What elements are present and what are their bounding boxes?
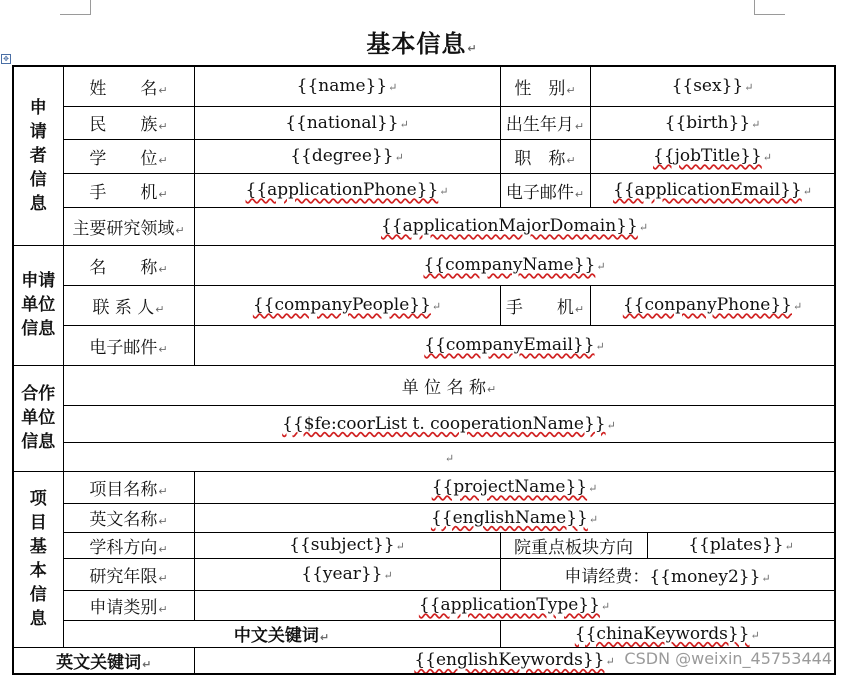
field-company-name[interactable]: {{companyName}}↵ xyxy=(194,245,835,285)
table-row xyxy=(13,442,835,471)
field-company-people[interactable]: {{companyPeople}}↵ xyxy=(194,285,500,325)
field-coop-empty[interactable]: ↵ xyxy=(63,442,835,471)
section-project-info: 项 目 基 本 信 息 xyxy=(13,471,63,647)
field-project-name[interactable]: {{projectName}}↵ xyxy=(194,471,835,503)
table-row xyxy=(13,66,835,106)
page-corner-mark-right xyxy=(754,0,785,15)
label-national: 民 族↵ xyxy=(63,106,194,139)
field-national[interactable]: {{national}}↵ xyxy=(194,106,500,139)
field-job-title[interactable]: {{jobTitle}}↵ xyxy=(590,139,835,173)
page-title: 基本信息↵ xyxy=(366,30,478,58)
field-major-domain[interactable]: {{applicationMajorDomain}}↵ xyxy=(194,207,835,245)
table-row xyxy=(13,503,835,532)
table-row xyxy=(13,471,835,503)
section-unit-info: 申请 单位 信息 xyxy=(13,245,63,365)
label-sex: 性 别↵ xyxy=(500,66,590,106)
field-application-email[interactable]: {{applicationEmail}}↵ xyxy=(590,173,835,207)
field-english-name[interactable]: {{englishName}}↵ xyxy=(194,503,835,532)
label-major-domain: 主要研究领域↵ xyxy=(63,207,194,245)
field-sex[interactable]: {{sex}}↵ xyxy=(590,66,835,106)
table-row xyxy=(13,325,835,365)
table-row xyxy=(13,532,835,558)
field-application-type[interactable]: {{applicationType}}↵ xyxy=(194,590,835,620)
label-contact-person: 联 系 人↵ xyxy=(63,285,194,325)
field-coop-list[interactable]: {{$fe:coorList t. cooperationName}}↵ xyxy=(63,405,835,442)
field-name[interactable]: {{name}}↵ xyxy=(194,66,500,106)
label-job-title: 职 称↵ xyxy=(500,139,590,173)
table-row xyxy=(13,245,835,285)
label-english-keywords: 英文关键词↵ xyxy=(13,647,194,674)
table-row xyxy=(13,285,835,325)
label-phone: 手 机↵ xyxy=(63,173,194,207)
table-row xyxy=(13,405,835,442)
field-year[interactable]: {{year}}↵ xyxy=(194,558,500,590)
table-row xyxy=(13,207,835,245)
coop-header: 单 位 名 称↵ xyxy=(63,365,835,405)
field-degree[interactable]: {{degree}}↵ xyxy=(194,139,500,173)
label-english-name: 英文名称↵ xyxy=(63,503,194,532)
label-company-phone: 手 机↵ xyxy=(500,285,590,325)
watermark: CSDN @weixin_45753444 xyxy=(624,649,832,668)
field-application-phone[interactable]: {{applicationPhone}}↵ xyxy=(194,173,500,207)
field-subject[interactable]: {{subject}}↵ xyxy=(194,532,500,558)
label-degree: 学 位↵ xyxy=(63,139,194,173)
field-money[interactable]: 申请经费：{{money2}}↵ xyxy=(500,558,835,590)
label-name: 姓 名↵ xyxy=(63,66,194,106)
table-row xyxy=(13,590,835,620)
label-subject: 学科方向↵ xyxy=(63,532,194,558)
table-move-handle-icon[interactable]: ✥ xyxy=(1,54,11,64)
field-plates[interactable]: {{plates}}↵ xyxy=(647,532,835,558)
table-row xyxy=(13,558,835,590)
basic-info-table xyxy=(12,65,836,675)
field-china-keywords[interactable]: {{chinaKeywords}}↵ xyxy=(500,620,835,647)
table-row xyxy=(13,139,835,173)
section-coop-info: 合作 单位 信息 xyxy=(13,365,63,471)
table-row xyxy=(13,106,835,139)
label-application-type: 申请类别↵ xyxy=(63,590,194,620)
label-china-keywords: 中文关键词↵ xyxy=(63,620,500,647)
field-company-email[interactable]: {{companyEmail}}↵ xyxy=(194,325,835,365)
field-company-phone[interactable]: {{conpanyPhone}}↵ xyxy=(590,285,835,325)
label-project-name: 项目名称↵ xyxy=(63,471,194,503)
section-applicant-info: 申 请 者 信 息 xyxy=(13,66,63,245)
field-english-keywords[interactable]: {{englishKeywords}}↵ xyxy=(194,647,835,674)
label-company-name: 名 称↵ xyxy=(63,245,194,285)
field-birth[interactable]: {{birth}}↵ xyxy=(590,106,835,139)
label-research-years: 研究年限↵ xyxy=(63,558,194,590)
page-corner-mark-left xyxy=(60,0,91,15)
label-email: 电子邮件↵ xyxy=(500,173,590,207)
label-company-email: 电子邮件↵ xyxy=(63,325,194,365)
table-row xyxy=(13,365,835,405)
label-plates: 院重点板块方向 xyxy=(500,532,647,558)
label-birth: 出生年月↵ xyxy=(500,106,590,139)
table-row xyxy=(13,173,835,207)
table-row xyxy=(13,620,835,647)
